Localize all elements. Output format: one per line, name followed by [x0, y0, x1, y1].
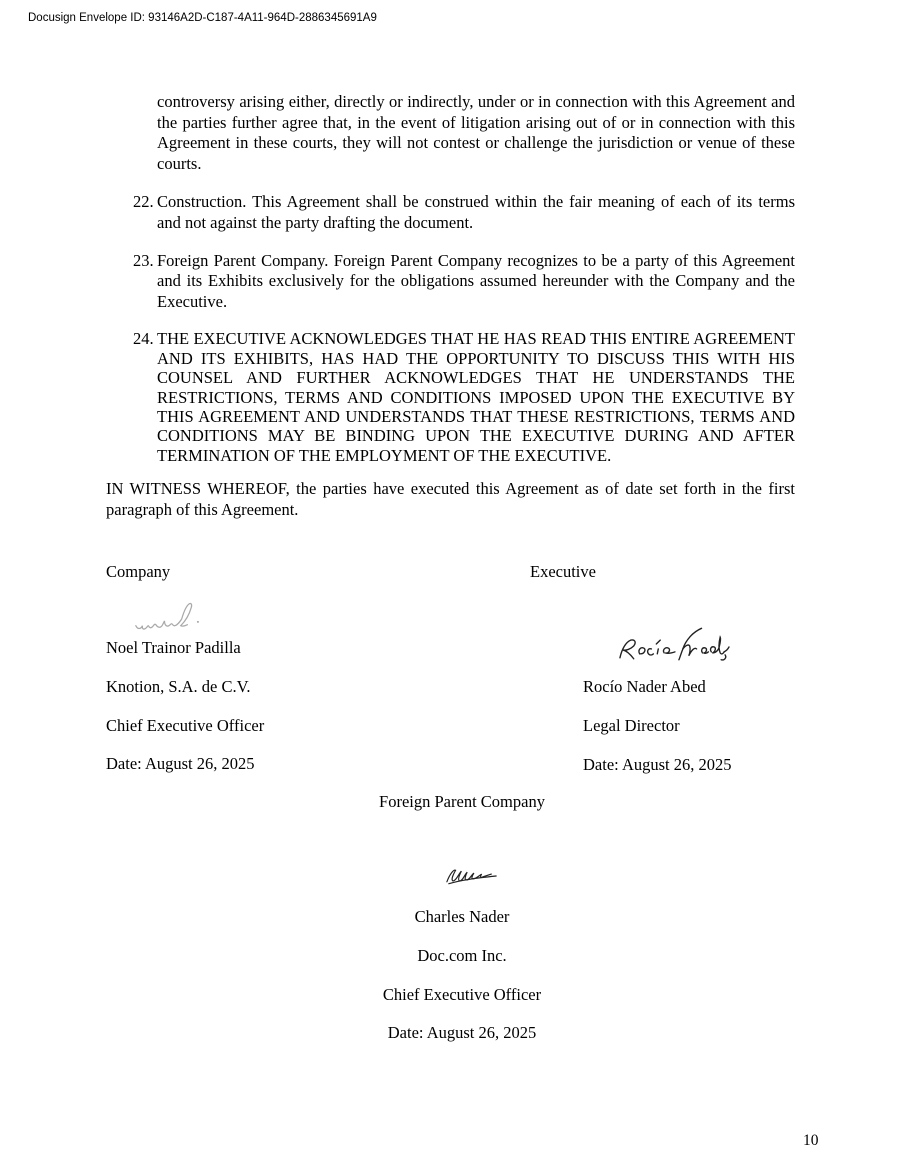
executive-signature-image — [617, 625, 730, 673]
clause-23 — [106, 251, 795, 313]
company-signer-title: Chief Executive Officer — [106, 715, 265, 735]
clause-22 — [106, 192, 795, 233]
witness-paragraph: IN WITNESS WHEREOF, the parties have executed this Agreement as of date set forth in the first paragraph of this Agreement. — [106, 479, 795, 519]
executive-signer-name: Rocío Nader Abed — [583, 677, 706, 696]
clause-number: 23. — [133, 250, 154, 270]
foreign-parent-signer-name: Charles Nader — [414, 907, 510, 926]
executive-signature-block — [583, 677, 732, 793]
foreign-parent-heading: Foreign Parent Company — [379, 792, 545, 811]
company-signature-date: Date: August 26, 2025 — [106, 754, 255, 774]
foreign-parent-signature-block — [24, 907, 900, 1062]
clause-text: Foreign Parent Company. Foreign Parent Company recognizes to be a party of this Agreement and its Exhibits exclusively for the obligations assumed hereunder with the Company and the Executive. — [157, 250, 795, 311]
foreign-parent-signature-date: Date: August 26, 2025 — [387, 1023, 537, 1043]
foreign-parent-signer-title: Chief Executive Officer — [382, 984, 542, 1004]
executive-signer-title: Legal Director — [583, 715, 680, 735]
company-heading: Company — [106, 562, 171, 581]
page-number: 10 — [803, 1132, 819, 1149]
foreign-parent-entity: Doc.com Inc. — [417, 945, 507, 965]
agreement-body — [106, 92, 795, 520]
company-signer-name: Noel Trainor Padilla — [106, 638, 241, 657]
clause-continuation-paragraph: controversy arising either, directly or indirectly, under or in connection with this Agreement and the parties further agree that, in the event of litigation arising out of or in connection with this Agreement in these courts, they will not contest or challenge the jurisdiction or venue of these courts. — [157, 92, 795, 173]
clause-text: THE EXECUTIVE ACKNOWLEDGES THAT HE HAS READ THIS ENTIRE AGREEMENT AND ITS EXHIBITS, HAS HAD THE OPPORTUNITY TO DISCUSS THIS WITH HIS COUNSEL AND FURTHER ACKNOWLEDGES THAT HE UNDERSTANDS THE RESTRICTIONS, TERMS AND CONDITIONS IMPOSED UPON THE EXECUTIVE BY THIS AGREEMENT AND UNDERSTANDS THAT THESE RESTRICTIONS, TERMS AND CONDITIONS MAY BE BINDING UPON THE EXECUTIVE DURING AND AFTER TERMINATION OF THE EMPLOYMENT OF THE EXECUTIVE. — [157, 329, 795, 465]
foreign-parent-signature-image — [444, 865, 500, 893]
company-signature-block — [106, 638, 264, 793]
executive-heading: Executive — [530, 562, 596, 581]
company-entity: Knotion, S.A. de C.V. — [106, 676, 251, 696]
clause-text: Construction. This Agreement shall be construed within the fair meaning of each of its terms and not against the party drafting the document. — [157, 192, 795, 232]
executive-signature-date: Date: August 26, 2025 — [583, 754, 732, 774]
clause-number: 22. — [133, 192, 154, 212]
docusign-envelope-id: Docusign Envelope ID: 93146A2D-C187-4A11-964D-2886345691A9 — [28, 12, 377, 24]
clause-24 — [106, 329, 795, 465]
clause-number: 24. — [133, 329, 154, 349]
